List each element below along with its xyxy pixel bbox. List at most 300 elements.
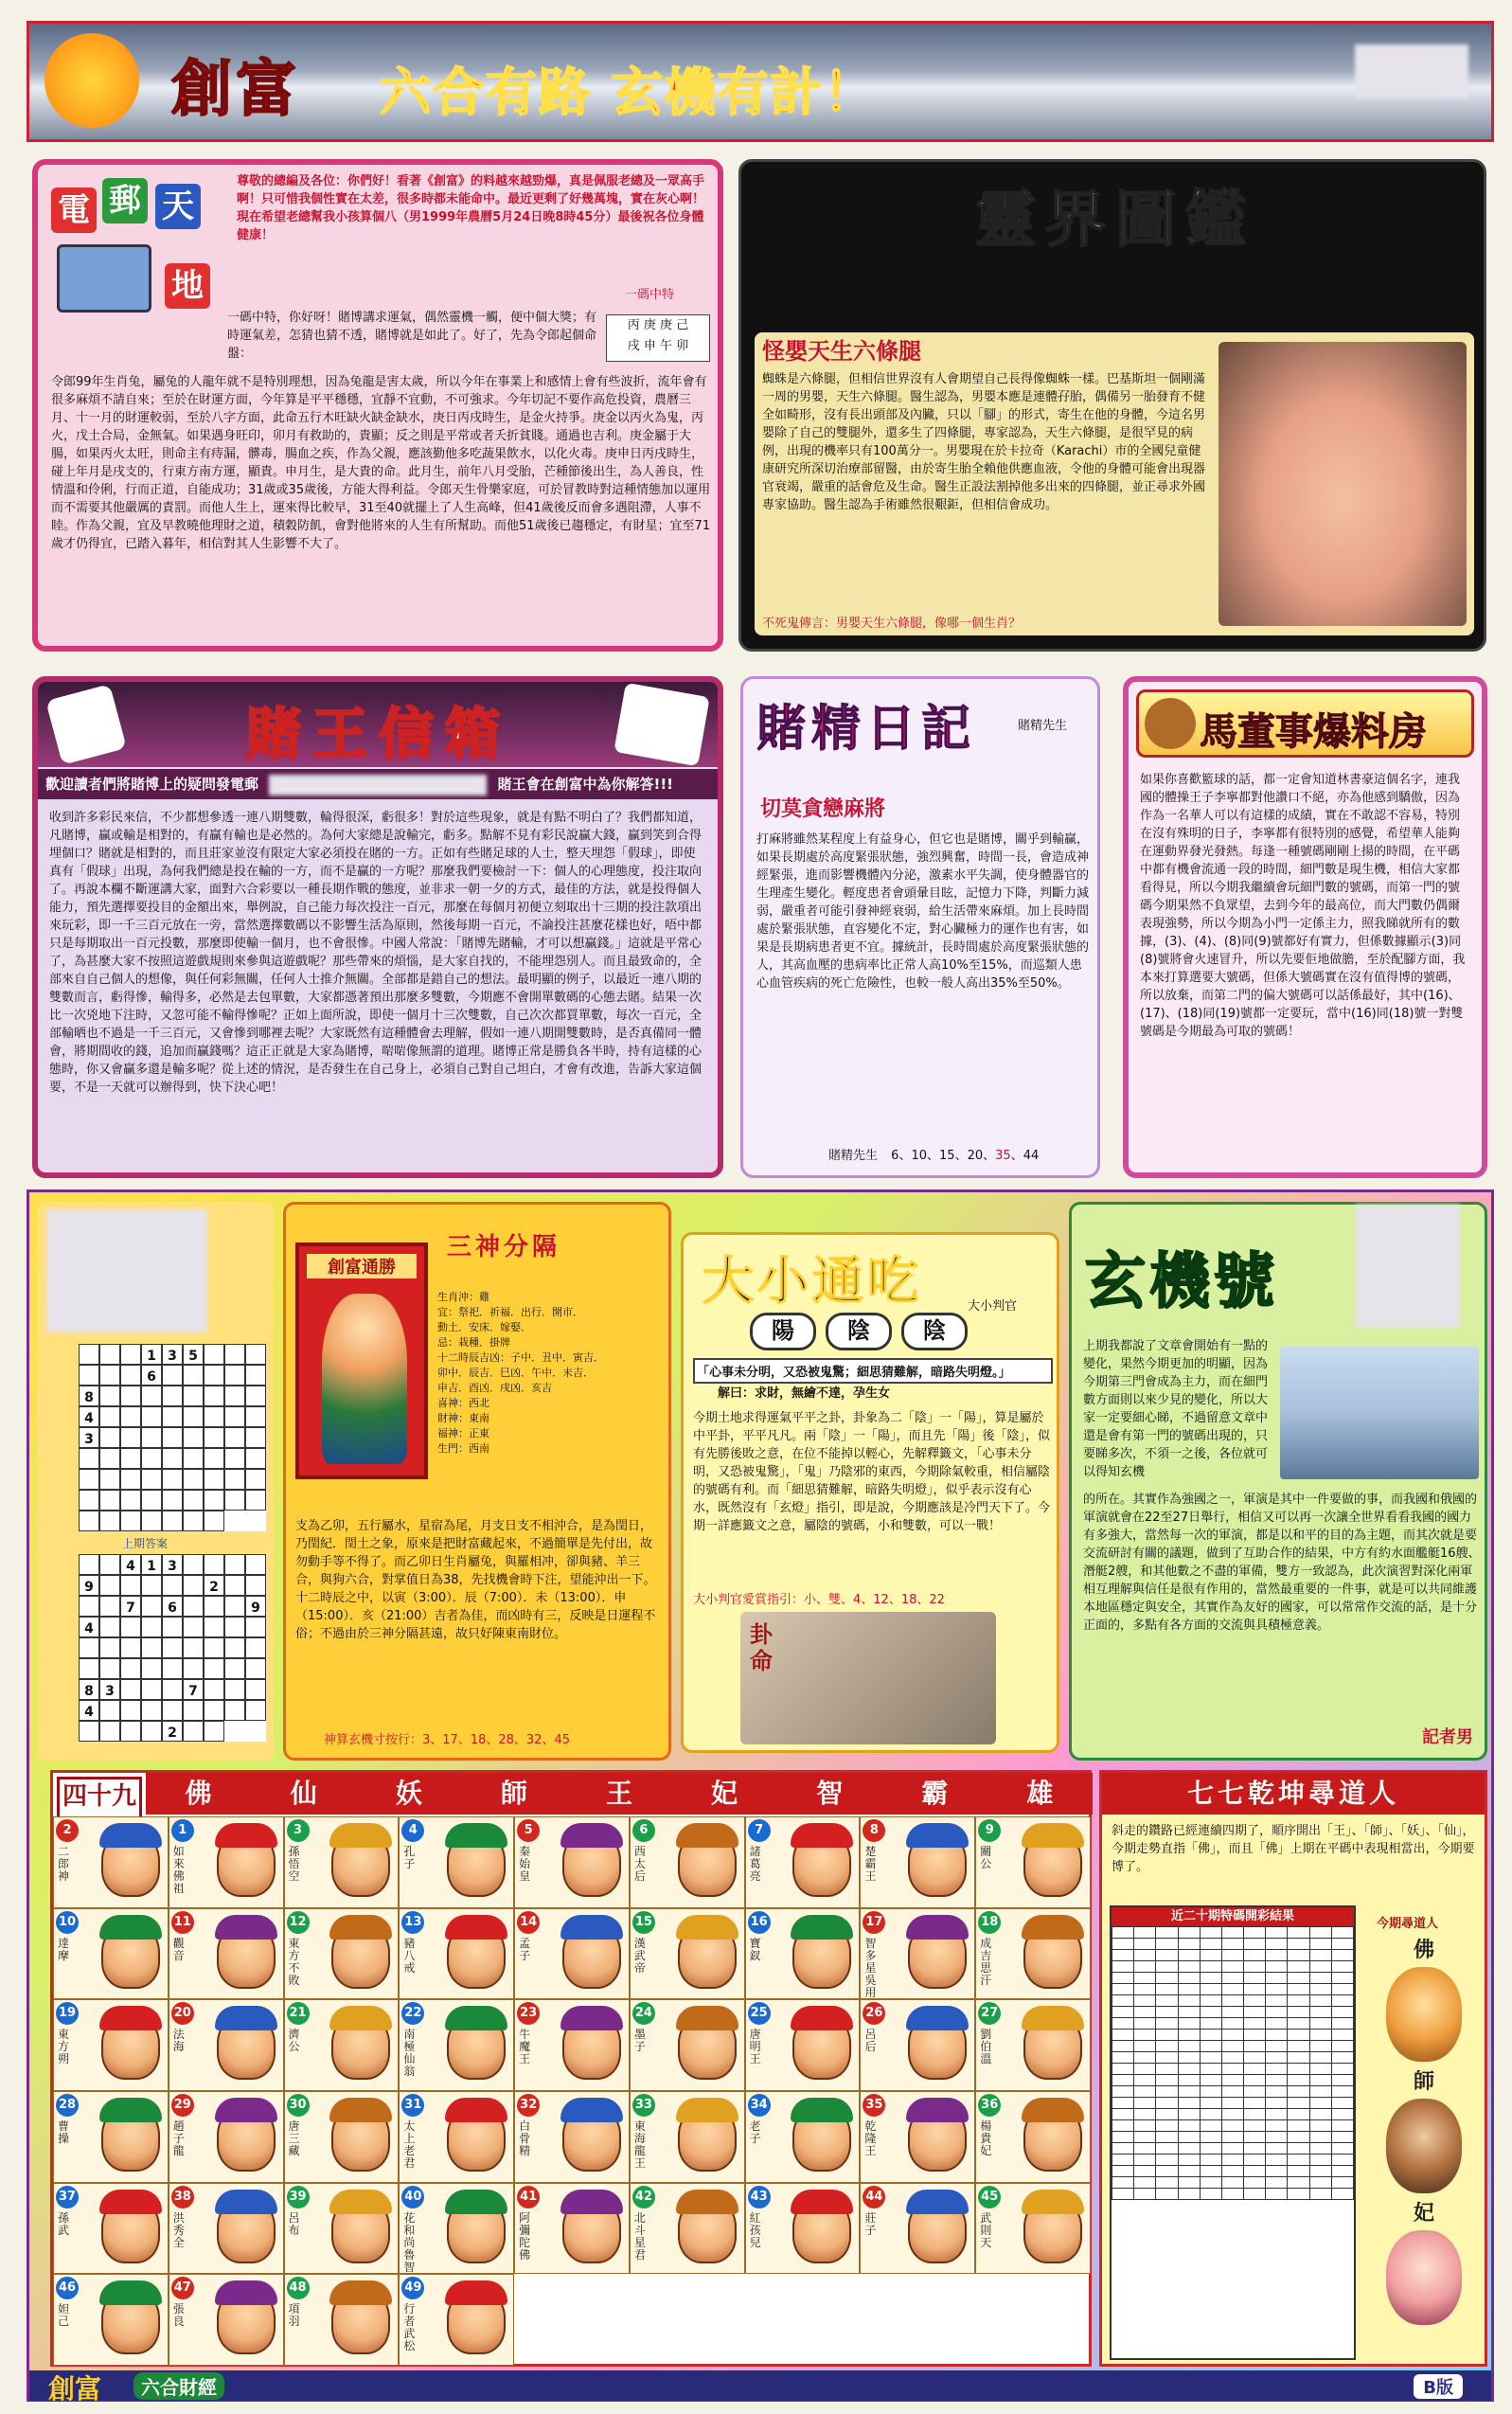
sudoku-cell bbox=[245, 1406, 266, 1427]
mail-intro: 尊敬的總編及各位：你們好！看著《創富》的料越來越勁爆，真是佩服老總及一眾高手啊！只可惜我個性實在太差，很多時都未能命中。最近更剩了好幾萬塊，實在灰心啊！現在希望老總幫我小孩算個八（男1999年農曆5月24日晚8時45分）最後祝各位身體健康！ bbox=[237, 174, 705, 242]
table-cell bbox=[1200, 2030, 1221, 2041]
mail-title-char: 天 bbox=[155, 184, 201, 229]
table-cell bbox=[1266, 2143, 1288, 2155]
sudoku-cell: 5 bbox=[183, 1344, 204, 1365]
sudoku-cell bbox=[162, 1617, 183, 1637]
sudoku-cell bbox=[224, 1448, 245, 1469]
character-hat-icon bbox=[791, 2190, 853, 2214]
table-cell bbox=[1221, 2052, 1243, 2064]
table-cell bbox=[1288, 1973, 1309, 1984]
diary-num: 10 bbox=[911, 1149, 927, 1163]
character-number: 35 bbox=[863, 2094, 885, 2117]
table-cell bbox=[1244, 2132, 1266, 2143]
sudoku-cell bbox=[79, 1554, 99, 1575]
table-cell bbox=[1221, 2120, 1243, 2132]
table-cell bbox=[1244, 2177, 1266, 2189]
table-cell bbox=[1134, 2155, 1156, 2166]
character-name: 項羽 bbox=[288, 2302, 300, 2329]
reply-head: 一碼中特，你好呀！賭博講求運氣，偶然靈機一觸，便中個大獎；有時運氣差，怎猜也猜不透，賭博就是如此了。好了，先為令郎起個命盤： bbox=[227, 311, 597, 361]
sudoku-cell bbox=[224, 1469, 245, 1490]
almanac-line: 宜：祭祀．祈福．出行．開市． bbox=[437, 1306, 583, 1318]
table-cell bbox=[1266, 2086, 1288, 2098]
sudoku-cell bbox=[99, 1575, 120, 1596]
ghost-inner bbox=[755, 332, 1474, 635]
table-cell bbox=[1156, 2007, 1178, 2018]
character-name: 乾隆王 bbox=[864, 2119, 877, 2157]
sudoku-cell bbox=[204, 1721, 224, 1742]
gamble-lead-end: 賭王會在創富中為你解答!!! bbox=[497, 776, 674, 793]
sudoku-cell bbox=[245, 1575, 266, 1596]
table-cell bbox=[1134, 2086, 1156, 2098]
table-cell bbox=[1221, 2132, 1243, 2143]
table-cell bbox=[1266, 1939, 1288, 1950]
sudoku-cell bbox=[162, 1700, 183, 1721]
table-cell bbox=[1156, 2155, 1178, 2166]
character-cell bbox=[860, 2183, 975, 2275]
character-number: 12 bbox=[287, 1911, 310, 1934]
sudoku-cell bbox=[120, 1511, 141, 1531]
table-cell bbox=[1331, 1995, 1353, 2007]
table-cell bbox=[1266, 2030, 1288, 2041]
sudoku-cell: 6 bbox=[141, 1365, 162, 1386]
table-cell bbox=[1244, 1950, 1266, 1961]
ghost-footer: 不死鬼傳言：男嬰天生六條腿，像哪一個生肖？ bbox=[762, 617, 1022, 631]
sudoku-cell bbox=[204, 1490, 224, 1511]
character-name: 寶釵 bbox=[749, 1936, 761, 1962]
character-name: 莊子 bbox=[864, 2210, 877, 2237]
character-hat-icon bbox=[906, 1915, 969, 1940]
character-cell bbox=[53, 1908, 169, 2000]
character-name: 二郎神 bbox=[58, 1845, 70, 1883]
character-number: 21 bbox=[287, 2002, 310, 2025]
sudoku-cell bbox=[99, 1448, 120, 1469]
table-cell bbox=[1266, 1995, 1288, 2007]
table-row bbox=[1112, 2007, 1354, 2018]
character-hat-icon bbox=[445, 2190, 507, 2214]
almanac-line: 財神：東南 bbox=[437, 1412, 489, 1424]
gamble-lead-bar bbox=[38, 769, 718, 799]
table-cell bbox=[1112, 2109, 1134, 2120]
small-footer: 大小判官愛賞指引：小、雙、4、12、18、22 bbox=[693, 1593, 945, 1607]
header-char: 仙 bbox=[290, 1778, 317, 1809]
table-cell bbox=[1288, 2018, 1309, 2030]
character-name: 曹操 bbox=[58, 2119, 70, 2145]
sudoku-cell: 8 bbox=[79, 1386, 99, 1406]
table-cell bbox=[1288, 2098, 1309, 2109]
table-cell bbox=[1266, 2109, 1288, 2120]
sudoku-cell bbox=[204, 1511, 224, 1531]
sudoku-cell bbox=[120, 1575, 141, 1596]
sudoku-cell: 6 bbox=[162, 1596, 183, 1617]
right-char: 師 bbox=[1413, 2070, 1434, 2094]
ghost-title: 靈界圖鑑 bbox=[975, 185, 1255, 256]
character-number: 1 bbox=[171, 1819, 194, 1842]
sudoku-cell bbox=[99, 1490, 120, 1511]
sudoku-cell: 9 bbox=[245, 1596, 266, 1617]
table-row bbox=[1112, 1973, 1354, 1984]
table-cell bbox=[1134, 1973, 1156, 1984]
table-cell bbox=[1309, 1939, 1331, 1950]
table-cell bbox=[1288, 2030, 1309, 2041]
table-cell bbox=[1331, 2177, 1353, 2189]
character-number: 34 bbox=[748, 2094, 771, 2117]
xuanji-author: 記者男 bbox=[1422, 1727, 1473, 1747]
sudoku-cell bbox=[120, 1658, 141, 1679]
sudoku-cell bbox=[120, 1721, 141, 1742]
bazi-row: 丙 庚 庚 己 bbox=[627, 318, 689, 332]
table-cell bbox=[1221, 1950, 1243, 1961]
character-number: 49 bbox=[401, 2277, 424, 2299]
character-cell bbox=[53, 1999, 169, 2091]
sudoku-cell bbox=[224, 1575, 245, 1596]
character-cell bbox=[53, 2091, 169, 2183]
character-hat-icon bbox=[791, 1915, 853, 1940]
character-name: 呂布 bbox=[288, 2210, 300, 2237]
character-hat-icon bbox=[329, 1823, 392, 1848]
character-name: 北斗星君 bbox=[633, 2210, 646, 2262]
table-cell bbox=[1156, 2052, 1178, 2064]
character-cell bbox=[399, 1816, 514, 1908]
sudoku-cell bbox=[183, 1554, 204, 1575]
table-cell bbox=[1266, 1973, 1288, 1984]
sudoku-cell bbox=[245, 1658, 266, 1679]
character-hat-icon bbox=[215, 2280, 277, 2305]
character-cell bbox=[630, 2091, 745, 2183]
table-cell bbox=[1331, 1973, 1353, 1984]
sudoku-cell bbox=[183, 1490, 204, 1511]
table-cell bbox=[1178, 2189, 1200, 2200]
mail-body: 令郎99年生肖兔，屬兔的人龍年就不是特別理想，因為兔龍是害太歲，所以今年在事業上和感情上會有些波折，流年會有很多麻煩不請自來；至於在財運方面，今年算是平平穩穩，宜靜不宜動，不可強求。今年切記不要作高危投資，農曆三月、十一月的財運較弱，至於八字方面，此命五行木旺缺火缺金缺水，庚日丙戌時生，是金火持爭。庚金以丙火為鬼，丙火，戊土合局，金無氣。如果遇身旺印，卯月有救助的，貴顯；反之則是平常或者夭折貧賤。通過也吉利。庚金屬于大腸，如果丙火太旺，則命主有痔漏，髒毒，腸血之疾，作為父親，應該勤他多吃蔬果飲水，以化火毒。庚申日丙戌時生，碰上年月是戌支的，行東方南方運，顯貴。申月生，是大貴的命。此月生，前年八月受胎，芒種節後出生，為人善良，性情溫和伶俐，行而正道，自能成功；31歲或35歲後，方能大得利益。令郎天生骨樂家庭，可於冒教時對這種情態加以運用而不需要其他嚴厲的責罰。而他人生上，運來得比較早，31至40就擺上了人生高峰，但41歲後反而會多遇阻滯，人事不睦。作為父親，宜及早教曉他理財之道，積穀防飢，會對他將來的人生有所幫助。而他51歲後已趨穩定，有財星；宜至71歲才仍得宜，已踏入暮年，相信對其人生影響不大了。 bbox=[51, 375, 711, 551]
table-cell bbox=[1134, 1995, 1156, 2007]
small-title: 大小通吃 bbox=[703, 1251, 922, 1311]
sudoku-cell bbox=[141, 1490, 162, 1511]
sudoku-cell bbox=[162, 1637, 183, 1658]
table-row bbox=[1112, 2030, 1354, 2041]
sudoku-cell: 4 bbox=[79, 1617, 99, 1637]
table-cell bbox=[1112, 2030, 1134, 2041]
character-name: 孫武 bbox=[58, 2210, 70, 2237]
character-number: 30 bbox=[287, 2094, 310, 2117]
character-cell bbox=[514, 2183, 630, 2275]
table-cell bbox=[1134, 1950, 1156, 1961]
table-cell bbox=[1134, 2098, 1156, 2109]
table-cell bbox=[1178, 2177, 1200, 2189]
character-hat-icon bbox=[676, 2190, 738, 2214]
character-cell bbox=[399, 1999, 514, 2091]
character-number: 3 bbox=[287, 1819, 310, 1842]
character-name: 牛魔王 bbox=[519, 2028, 531, 2066]
header-banner bbox=[27, 21, 1494, 142]
character-cell bbox=[399, 1908, 514, 2000]
character-cell bbox=[169, 2183, 284, 2275]
sudoku-cell bbox=[224, 1490, 245, 1511]
table-cell bbox=[1156, 1939, 1178, 1950]
master-figure bbox=[1386, 2099, 1462, 2193]
gamble-lead: 歡迎讀者們將賭博上的疑問發電郵 bbox=[45, 776, 259, 793]
sudoku-cell bbox=[245, 1554, 266, 1575]
character-name: 行者武松 bbox=[403, 2302, 416, 2353]
sudoku-cell bbox=[162, 1679, 183, 1700]
table-cell bbox=[1331, 2018, 1353, 2030]
sudoku-cell bbox=[79, 1469, 99, 1490]
table-cell bbox=[1178, 2120, 1200, 2132]
table-cell bbox=[1112, 2007, 1134, 2018]
sudoku-cell bbox=[120, 1448, 141, 1469]
character-cell bbox=[975, 2091, 1091, 2183]
character-hat-icon bbox=[560, 2190, 623, 2214]
diary-subtitle: 切莫貪戀麻將 bbox=[760, 797, 886, 821]
table-row bbox=[1112, 1995, 1354, 2007]
table-cell bbox=[1156, 2018, 1178, 2030]
diary-num: 20 bbox=[967, 1149, 984, 1163]
horse-icon bbox=[1145, 698, 1196, 749]
sudoku-cell: 3 bbox=[162, 1344, 183, 1365]
sudoku-cell bbox=[141, 1511, 162, 1531]
character-number: 5 bbox=[517, 1819, 540, 1842]
sudoku-cell bbox=[224, 1637, 245, 1658]
table-cell bbox=[1156, 2041, 1178, 2052]
table-cell bbox=[1134, 2030, 1156, 2041]
character-number: 41 bbox=[517, 2186, 540, 2208]
sudoku-cell bbox=[120, 1406, 141, 1427]
table-cell bbox=[1309, 1961, 1331, 1973]
character-hat-icon bbox=[99, 2190, 162, 2214]
character-hat-icon bbox=[1022, 2190, 1084, 2214]
character-number: 7 bbox=[748, 1819, 771, 1842]
sun-logo-icon bbox=[44, 33, 139, 128]
character-cell bbox=[514, 2091, 630, 2183]
character-name: 趙子龍 bbox=[172, 2119, 185, 2157]
table-cell bbox=[1288, 2041, 1309, 2052]
character-cell bbox=[745, 2183, 861, 2275]
table-cell bbox=[1156, 2143, 1178, 2155]
table-cell bbox=[1309, 2166, 1331, 2177]
sudoku-cell bbox=[245, 1365, 266, 1386]
table-cell bbox=[1134, 2052, 1156, 2064]
table-cell bbox=[1200, 2189, 1221, 2200]
table-cell bbox=[1156, 1973, 1178, 1984]
right-char: 妃 bbox=[1413, 2202, 1434, 2226]
sudoku-cell bbox=[141, 1679, 162, 1700]
table-cell bbox=[1156, 1927, 1178, 1939]
calendar-title: 創富通勝 bbox=[307, 1254, 417, 1279]
deity-figure bbox=[322, 1294, 407, 1464]
character-cell bbox=[284, 2183, 400, 2275]
table-cell bbox=[1244, 2166, 1266, 2177]
calendar-book bbox=[295, 1243, 428, 1479]
table-cell bbox=[1331, 2120, 1353, 2132]
character-hat-icon bbox=[445, 2280, 507, 2305]
almanac-line: 十二時辰吉凶：子中．丑中．寅吉． bbox=[437, 1351, 604, 1364]
character-cell bbox=[169, 1908, 284, 2000]
ma-title-bar bbox=[1136, 689, 1474, 758]
character-name: 南極仙翁 bbox=[403, 2028, 416, 2079]
sudoku-cell bbox=[120, 1679, 141, 1700]
character-name: 阿彌陀佛 bbox=[519, 2210, 531, 2262]
character-cell bbox=[284, 2091, 400, 2183]
sudoku-cell bbox=[183, 1406, 204, 1427]
table-row bbox=[1112, 2098, 1354, 2109]
table-row bbox=[1112, 2143, 1354, 2155]
sudoku-cell bbox=[183, 1469, 204, 1490]
character-cell bbox=[975, 1999, 1091, 2091]
character-cell bbox=[399, 2274, 514, 2366]
table-cell bbox=[1331, 1927, 1353, 1939]
table-cell bbox=[1156, 1984, 1178, 1995]
character-number: 16 bbox=[748, 1911, 771, 1934]
table-cell bbox=[1178, 2041, 1200, 2052]
character-hat-icon bbox=[906, 1823, 969, 1848]
character-hat-icon bbox=[560, 1915, 623, 1940]
result-table-box bbox=[1110, 1905, 1356, 2360]
redacted-box bbox=[1355, 45, 1468, 98]
table-cell bbox=[1221, 1984, 1243, 1995]
table-cell bbox=[1266, 2120, 1288, 2132]
sudoku-cell bbox=[183, 1637, 204, 1658]
character-name: 東海龍王 bbox=[633, 2119, 646, 2170]
table-cell bbox=[1200, 1927, 1221, 1939]
sudoku-cell bbox=[120, 1427, 141, 1448]
sudoku-grid-a bbox=[79, 1344, 266, 1531]
table-cell bbox=[1244, 2030, 1266, 2041]
character-cell bbox=[284, 2274, 400, 2366]
character-number: 47 bbox=[171, 2277, 194, 2299]
table-cell bbox=[1244, 1961, 1266, 1973]
table-row bbox=[1112, 2177, 1354, 2189]
character-name: 東方不敗 bbox=[288, 1936, 300, 1987]
sudoku-cell: 2 bbox=[204, 1575, 224, 1596]
sudoku-cell bbox=[162, 1490, 183, 1511]
table-cell bbox=[1288, 2189, 1309, 2200]
sudoku-cell bbox=[141, 1448, 162, 1469]
character-cell bbox=[860, 1999, 975, 2091]
table-cell bbox=[1266, 2189, 1288, 2200]
sudoku-cell bbox=[183, 1427, 204, 1448]
table-cell bbox=[1134, 2166, 1156, 2177]
table-cell bbox=[1112, 2189, 1134, 2200]
table-cell bbox=[1288, 1950, 1309, 1961]
ghost-subtitle: 怪嬰天生六條腿 bbox=[762, 338, 921, 365]
table-cell bbox=[1309, 2109, 1331, 2120]
small-big-column bbox=[681, 1232, 1059, 1753]
table-row bbox=[1112, 2075, 1354, 2086]
sudoku-cell bbox=[99, 1511, 120, 1531]
almanac-line: 卯中．辰吉．巳凶．午中．未吉． bbox=[437, 1367, 594, 1379]
sudoku-cell bbox=[224, 1427, 245, 1448]
table-cell bbox=[1221, 2041, 1243, 2052]
table-cell bbox=[1331, 1939, 1353, 1950]
character-hat-icon bbox=[1022, 1823, 1084, 1848]
gamble-header bbox=[38, 682, 718, 767]
table-cell bbox=[1200, 1995, 1221, 2007]
table-cell bbox=[1244, 1927, 1266, 1939]
table-cell bbox=[1200, 1984, 1221, 1995]
table-cell bbox=[1244, 2052, 1266, 2064]
character-number: 23 bbox=[517, 2002, 540, 2025]
table-cell bbox=[1112, 2155, 1134, 2166]
character-hat-icon bbox=[676, 2098, 738, 2122]
character-number: 27 bbox=[978, 2002, 1001, 2025]
slogan: 六合有路 玄機有計！ bbox=[380, 62, 877, 122]
bottom-section bbox=[27, 1189, 1494, 2405]
character-hat-icon bbox=[906, 2006, 969, 2030]
baby-photo bbox=[1218, 342, 1467, 626]
sudoku-cell bbox=[162, 1448, 183, 1469]
character-name: 漢武帝 bbox=[633, 1936, 646, 1975]
table-cell bbox=[1200, 2166, 1221, 2177]
character-cell bbox=[284, 1816, 400, 1908]
xuanji-body: 上期我都說了文章會開始有一點的變化，果然今期更加的明顯，因為今期第三門會成為主力，而在細門數方面則以來少見的變化，所以大家一定要細心睇，不過留意文章中還是會有第一門的號碼出現的，只要睇多次，不須一之後，各位就可以得知玄機 bbox=[1083, 1339, 1269, 1479]
header-char: 佛 bbox=[185, 1778, 212, 1809]
character-number: 26 bbox=[863, 2002, 885, 2025]
table-cell bbox=[1331, 2189, 1353, 2200]
table-cell bbox=[1200, 2109, 1221, 2120]
table-cell bbox=[1221, 2155, 1243, 2166]
character-number: 11 bbox=[171, 1911, 194, 1934]
table-cell bbox=[1221, 1939, 1243, 1950]
character-number: 17 bbox=[863, 1911, 885, 1934]
character-number: 48 bbox=[287, 2277, 310, 2299]
character-name: 花和尚魯智 bbox=[403, 2210, 416, 2274]
sudoku-cell bbox=[204, 1469, 224, 1490]
character-number: 38 bbox=[171, 2186, 194, 2208]
sudoku-cell bbox=[141, 1596, 162, 1617]
character-number: 6 bbox=[632, 1819, 655, 1842]
sudoku-cell bbox=[245, 1679, 266, 1700]
character-cell bbox=[284, 1999, 400, 2091]
sudoku-cell bbox=[204, 1700, 224, 1721]
character-number: 40 bbox=[401, 2186, 424, 2208]
table-cell bbox=[1200, 1950, 1221, 1961]
panel-right bbox=[1099, 1770, 1487, 2367]
table-cell bbox=[1331, 2041, 1353, 2052]
sudoku-cell bbox=[79, 1344, 99, 1365]
redacted-corner bbox=[1356, 1205, 1460, 1328]
table-cell bbox=[1200, 1939, 1221, 1950]
footer-tagline: 六合財經 bbox=[133, 2372, 224, 2400]
sudoku-cell bbox=[162, 1427, 183, 1448]
table-cell bbox=[1112, 1995, 1134, 2007]
table-cell bbox=[1288, 2120, 1309, 2132]
table-row bbox=[1112, 2052, 1354, 2064]
character-cell bbox=[53, 2274, 169, 2366]
table-cell bbox=[1156, 2086, 1178, 2098]
table-cell bbox=[1309, 2098, 1331, 2109]
character-name: 達摩 bbox=[58, 1936, 70, 1962]
right-figures bbox=[1367, 1934, 1481, 2360]
table-cell bbox=[1112, 1939, 1134, 1950]
table-cell bbox=[1288, 1927, 1309, 1939]
character-cell bbox=[860, 1908, 975, 2000]
sudoku-cell bbox=[204, 1679, 224, 1700]
ma-panel bbox=[1123, 676, 1487, 1178]
table-cell bbox=[1221, 2007, 1243, 2018]
table-cell bbox=[1178, 2155, 1200, 2166]
header-char: 霸 bbox=[921, 1778, 949, 1809]
table-cell bbox=[1178, 2132, 1200, 2143]
character-number: 42 bbox=[632, 2186, 655, 2208]
sudoku-cell bbox=[79, 1658, 99, 1679]
sudoku-cell bbox=[141, 1617, 162, 1637]
table-cell bbox=[1134, 1939, 1156, 1950]
character-number: 10 bbox=[56, 1911, 79, 1934]
sudoku-cell bbox=[245, 1386, 266, 1406]
table-cell bbox=[1221, 1961, 1243, 1973]
table-cell bbox=[1156, 2166, 1178, 2177]
character-cell bbox=[399, 2183, 514, 2275]
table-cell bbox=[1112, 2064, 1134, 2075]
table-cell bbox=[1266, 2018, 1288, 2030]
